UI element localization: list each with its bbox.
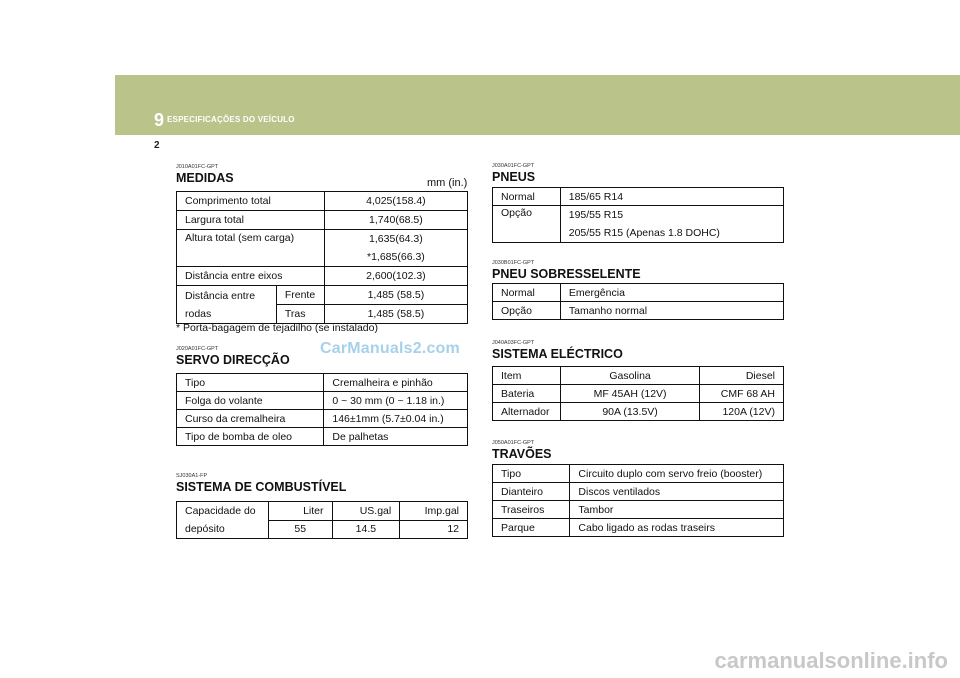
sobresselente-title: PNEU SOBRESSELENTE [492, 267, 641, 281]
table-cell: Traseiros [493, 501, 570, 519]
table-cell: Largura total [177, 211, 325, 230]
table-cell: 1,485 (58.5) [324, 286, 467, 305]
table-cell: 4,025(158.4) [324, 192, 467, 211]
medidas-footnote: * Porta-bagagem de tejadilho (se instalado) [176, 322, 378, 334]
combustivel-code: SJ030A1-FP [176, 473, 208, 479]
table-cell: 120A (12V) [700, 403, 784, 421]
table-cell: 185/65 R14 [560, 188, 783, 206]
table-cell [324, 230, 467, 267]
table-cell: Distância entre eixos [177, 267, 325, 286]
cell-line: 205/55 R15 (Apenas 1.8 DOHC) [568, 227, 720, 239]
table-cell: Folga do volante [177, 392, 324, 410]
table-cell [560, 206, 783, 243]
table-cell: Tras [276, 305, 324, 324]
table-cell: Frente [276, 286, 324, 305]
chapter-title: ESPECIFICAÇÕES DO VEÍCULO [167, 115, 295, 124]
table-cell: 1,485 (58.5) [324, 305, 467, 324]
cell-line: rodas [185, 307, 212, 320]
pneus-title: PNEUS [492, 170, 536, 184]
table-cell: Opção [493, 302, 561, 320]
pneus-code: J030A01FC-GPT [492, 163, 535, 169]
table-header: Diesel [700, 367, 784, 385]
center-watermark: CarManuals2.com [320, 340, 460, 357]
table-cell: 14.5 [332, 520, 400, 539]
pneus-table [492, 187, 784, 243]
table-cell [177, 286, 277, 324]
table-cell: Tipo [493, 465, 570, 483]
table-cell: Cabo ligado as rodas traseirs [570, 519, 784, 537]
table-cell: Tamanho normal [560, 302, 783, 320]
table-cell: 0 ~ 30 mm (0 ~ 1.18 in.) [324, 392, 468, 410]
table-cell: Circuito duplo com servo freio (booster) [570, 465, 784, 483]
table-header: Imp.gal [400, 502, 468, 521]
medidas-unit: mm (in.) [427, 177, 468, 189]
table-cell: Tipo de bomba de oleo [177, 428, 324, 446]
table-cell: Opção [493, 206, 561, 243]
header-band [115, 75, 960, 135]
table-cell: Discos ventilados [570, 483, 784, 501]
sobresselente-table [492, 283, 784, 320]
servo-table [176, 373, 468, 446]
servo-code: J020A01FC-GPT [176, 346, 219, 352]
table-cell: De palhetas [324, 428, 468, 446]
page-number: 2 [154, 140, 160, 151]
table-header: Gasolina [560, 367, 699, 385]
table-cell: Comprimento total [177, 192, 325, 211]
combustivel-table [176, 501, 468, 539]
travoes-code: J050A01FC-GPT [492, 440, 535, 446]
table-cell [177, 502, 269, 539]
table-cell: 55 [268, 520, 332, 539]
table-cell: MF 45AH (12V) [560, 385, 699, 403]
table-cell: 146±1mm (5.7±0.04 in.) [324, 410, 468, 428]
electrico-code: J040A03FC-GPT [492, 340, 535, 346]
table-cell: Parque [493, 519, 570, 537]
cell-line: 1,635(64.3) [369, 233, 423, 245]
travoes-table [492, 464, 784, 537]
travoes-title: TRAVÕES [492, 447, 552, 461]
table-cell: Normal [493, 188, 561, 206]
cell-line: Distância entre [185, 289, 256, 302]
table-header: Item [493, 367, 561, 385]
cell-line: Capacidade do [185, 505, 256, 517]
table-cell: 2,600(102.3) [324, 267, 467, 286]
sobresselente-code: J030B01FC-GPT [492, 260, 535, 266]
table-cell: Alternador [493, 403, 561, 421]
table-cell: Cremalheira e pinhão [324, 374, 468, 392]
medidas-title: MEDIDAS [176, 171, 234, 185]
table-cell: Altura total (sem carga) [177, 230, 325, 267]
electrico-title: SISTEMA ELÉCTRICO [492, 347, 623, 361]
table-cell: Dianteiro [493, 483, 570, 501]
table-cell: Curso da cremalheira [177, 410, 324, 428]
cell-line: *1,685(66.3) [367, 251, 425, 263]
table-cell: 90A (13.5V) [560, 403, 699, 421]
table-cell: 12 [400, 520, 468, 539]
cell-line: depósito [185, 523, 225, 535]
table-cell: Bateria [493, 385, 561, 403]
table-header: Liter [268, 502, 332, 521]
footer-watermark: carmanualsonline.info [714, 648, 948, 673]
combustivel-title: SISTEMA DE COMBUSTÍVEL [176, 480, 347, 494]
cell-line: 195/55 R15 [568, 209, 624, 221]
table-cell: CMF 68 AH [700, 385, 784, 403]
table-cell: Emergência [560, 284, 783, 302]
medidas-code: J010A01FC-GPT [176, 164, 219, 170]
table-cell: Tipo [177, 374, 324, 392]
chapter-number: 9 [154, 110, 165, 130]
table-cell: Normal [493, 284, 561, 302]
medidas-table [176, 191, 468, 324]
servo-title: SERVO DIRECÇÃO [176, 353, 290, 367]
table-cell: 1,740(68.5) [324, 211, 467, 230]
table-cell: Tambor [570, 501, 784, 519]
table-header: US.gal [332, 502, 400, 521]
electrico-table [492, 366, 784, 421]
